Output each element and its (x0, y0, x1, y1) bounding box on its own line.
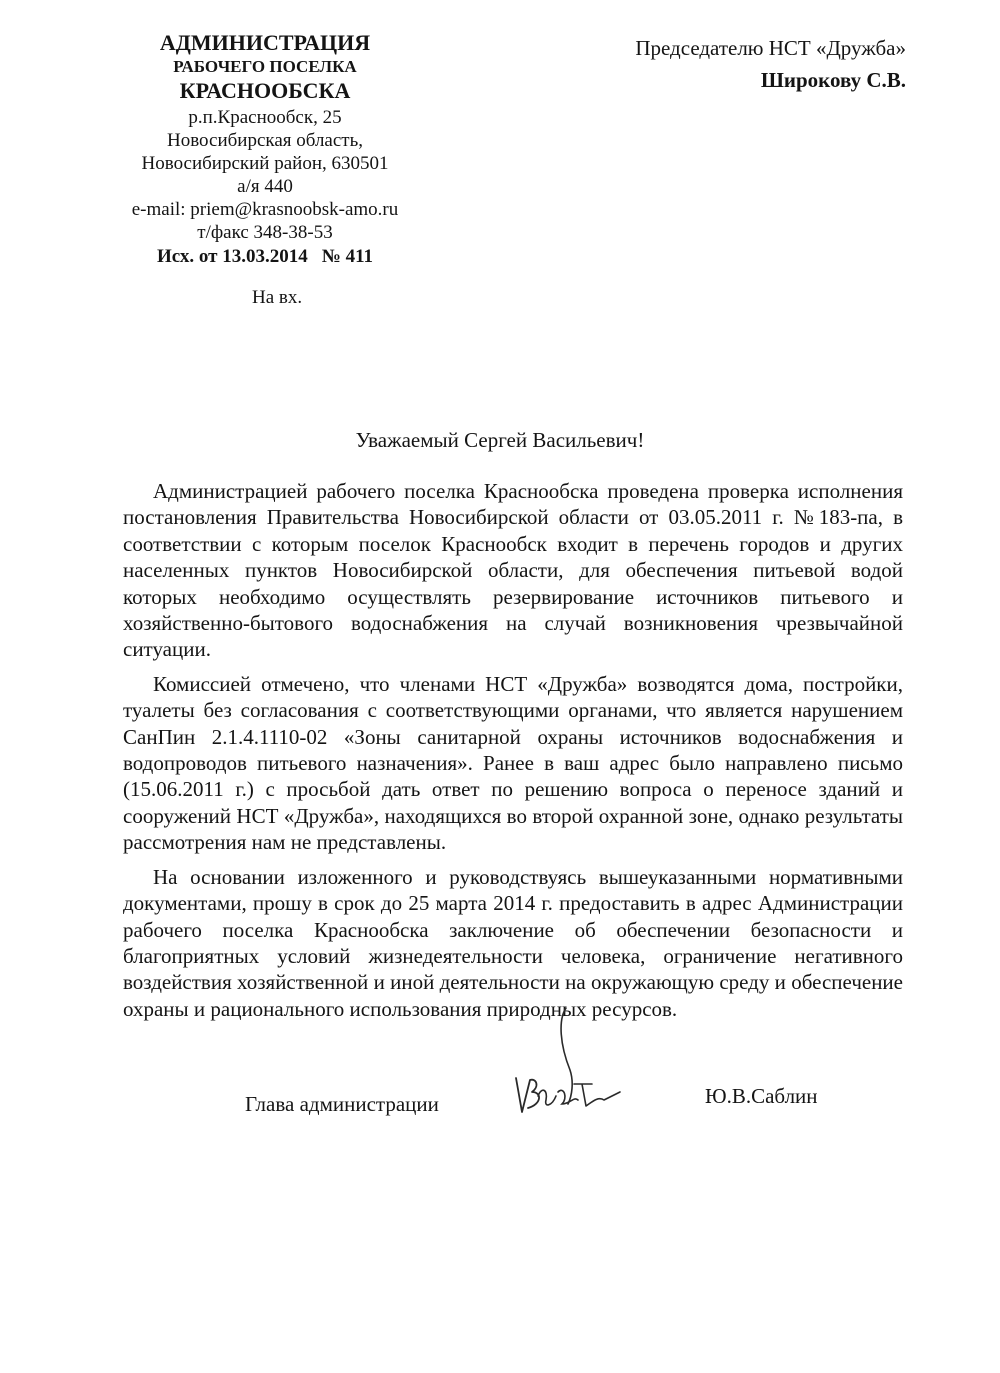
recipient-position: Председателю НСТ «Дружба» (635, 36, 906, 60)
signature-row (0, 1084, 1000, 1130)
signature-position: Глава администрации (245, 1092, 439, 1116)
outgoing-reference (110, 245, 420, 268)
sender-address-region: Новосибирская область, (166, 130, 364, 151)
body-paragraph-2: Комиссией отмечено, что членами НСТ «Дружба» возводятся дома, постройки, туалеты без согласования с соответствующими органами, что является нарушением СанПин 2.1.4.1110-02 «Зоны санитарной охраны источников водоснабжения и водопроводов питьевого назначения». Ранее в ваш адрес было направлено письмо (15.06.2011 г.) с просьбой дать ответ по решению вопроса о переносе зданий и сооружений НСТ «Дружба», находящихся во второй охранной зоне, однако результаты рассмотрения нам не представлены. (123, 671, 903, 855)
body-paragraph-3: На основании изложенного и руководствуясь вышеуказанными нормативными документами, прошу в срок до 25 марта 2014 г. предоставить в адрес Администрации рабочего поселка Краснообска заключение об обеспечении безопасности и благоприятных условий жизнедеятельности человека, ограничение негативного воздействия хозяйственной и иной деятельности на окружающую среду и обеспечение охраны и рационального использования природных ресурсов. (123, 864, 903, 1021)
sender-org-line1: АДМИНИСТРАЦИЯ (159, 30, 371, 55)
incoming-reference: На вх. (252, 287, 303, 308)
sender-org-line3: КРАСНООБСКА (179, 78, 351, 103)
salutation: Уважаемый Сергей Васильевич! (355, 428, 645, 452)
outgoing-number: № 411 (321, 246, 374, 267)
handwritten-signature (508, 1000, 628, 1120)
signer-name: Ю.В.Саблин (705, 1084, 818, 1108)
sender-address-district: Новосибирский район, 630501 (141, 153, 389, 174)
sender-phone: т/факс 348-38-53 (197, 222, 333, 243)
recipient-block (635, 32, 906, 96)
letter-body (123, 478, 903, 1030)
body-paragraph-1: Администрацией рабочего поселка Краснообска проведена проверка исполнения постановления Правительства Новосибирской области от 03.05.2011 г. №183-па, в соответствии с которым поселок Краснообск входит в перечень городов и других населенных пунктов Новосибирской области, для обеспечения питьевой водой которых необходимо осуществлять резервирование источников питьевого и хозяйственно-бытового водоснабжения на случай возникновения чрезвычайной ситуации. (123, 479, 903, 662)
sender-address-street: р.п.Краснообск, 25 (188, 107, 342, 128)
outgoing-date: Исх. от 13.03.2014 (156, 246, 308, 267)
sender-po-box: а/я 440 (237, 176, 293, 197)
sender-email: e-mail: priem@krasnoobsk-amo.ru (131, 199, 399, 220)
sender-block (110, 30, 420, 268)
sender-org-line2: РАБОЧЕГО ПОСЕЛКА (173, 57, 357, 76)
recipient-name: Широкову С.В. (760, 68, 906, 92)
